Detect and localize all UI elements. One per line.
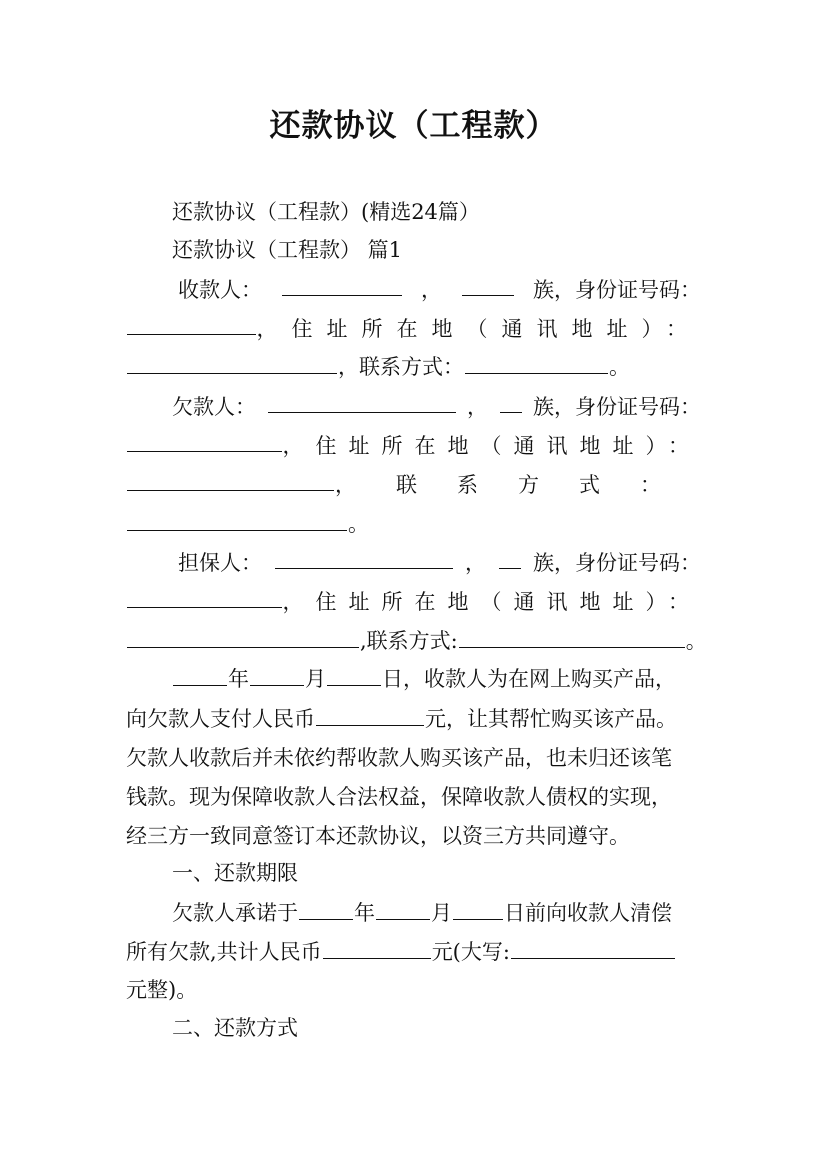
payee-label: 收款人：: [178, 278, 262, 302]
payee-ethnic-blank: [462, 275, 514, 296]
debtor-name-blank: [268, 392, 456, 413]
term-month-blank: [376, 899, 430, 920]
term-line-1: [172, 898, 701, 928]
debtor-address-label: ，住址所在地（通讯地址）：: [282, 434, 701, 458]
payee-contact-label: ，联系方式：: [338, 355, 464, 379]
payee-name-blank: [282, 275, 402, 296]
guarantor-line-3: [126, 626, 707, 656]
payee-id-blank: [127, 314, 256, 335]
guarantor-comma: ，: [465, 551, 486, 575]
payee-ethnic-text: 族，身份证号码：: [533, 278, 701, 302]
payee-end: 。: [609, 355, 630, 379]
document-title: 还款协议（工程款）: [269, 108, 558, 144]
body-line-4: 钱款。现为保障收款人合法权益，保障收款人债权的实现，: [126, 785, 672, 809]
debtor-line-2: [126, 431, 701, 461]
guarantor-contact-blank: [459, 627, 685, 648]
debtor-address-blank: [127, 470, 334, 491]
guarantor-id-blank: [127, 587, 282, 608]
body-line-5: 经三方一致同意签订本还款协议，以资三方共同遵守。: [126, 824, 630, 848]
payee-comma: ，: [421, 278, 442, 302]
guarantor-end: 。: [685, 629, 707, 653]
body-line-2: [126, 704, 701, 734]
debtor-label: 欠款人：: [172, 395, 256, 419]
month-text: 月: [305, 667, 326, 691]
date-day-blank: [327, 665, 381, 686]
guarantor-ethnic-blank: [499, 548, 521, 569]
payee-line-2: [126, 314, 701, 344]
body-line-1: [172, 664, 701, 694]
debtor-contact-blank: [127, 510, 347, 531]
guarantor-address-blank: [127, 627, 359, 648]
term-text-4: 元(大写:: [431, 940, 510, 964]
payee-line-1: [178, 275, 701, 305]
guarantor-ethnic-text: 族，身份证号码：: [533, 551, 701, 575]
subtitle: 还款协议（工程款）(精选24篇）: [172, 200, 480, 224]
term-month-text: 月: [431, 901, 452, 925]
debtor-line-4: [126, 509, 701, 539]
payee-address-label: ，住址所在地（通讯地址）：: [256, 317, 701, 341]
term-text-2: 日前向收款人清偿: [504, 901, 672, 925]
payee-contact-blank: [465, 353, 608, 374]
term-day-blank: [453, 899, 503, 920]
term-line-2: [126, 937, 701, 967]
guarantor-line-2: [126, 587, 701, 617]
debtor-ethnic-blank: [500, 392, 522, 413]
guarantor-name-blank: [275, 548, 453, 569]
term-text-3: 所有欠款,共计人民币: [126, 940, 322, 964]
term-text-1: 欠款人承诺于: [172, 901, 298, 925]
term-year-blank: [299, 899, 353, 920]
year-text: 年: [228, 667, 249, 691]
method-heading: 二、还款方式: [172, 1016, 298, 1040]
date-year-blank: [173, 665, 227, 686]
body-line-3: 欠款人收款后并未依约帮收款人购买该产品，也未归还该笔: [126, 746, 672, 770]
section-heading: 还款协议（工程款） 篇1: [172, 238, 403, 262]
debtor-line-1: [172, 392, 701, 422]
term-line-3: 元整)。: [126, 978, 198, 1002]
body-text-2b: 元，让其帮忙购买该产品。: [425, 707, 677, 731]
term-year-text: 年: [354, 901, 375, 925]
term-heading: 一、还款期限: [172, 861, 298, 885]
debtor-line-3: [126, 470, 701, 500]
debtor-comma: ，: [467, 395, 488, 419]
debtor-ethnic-text: 族，身份证号码：: [533, 395, 701, 419]
body-text-1: 日，收款人为在网上购买产品，: [382, 667, 676, 691]
term-amount-blank: [323, 938, 431, 959]
payee-address-blank: [127, 353, 337, 374]
debtor-id-blank: [127, 431, 282, 452]
date-month-blank: [250, 665, 304, 686]
term-amount-words-blank: [511, 938, 675, 959]
payee-line-3: [126, 352, 701, 382]
guarantor-address-label: ，住址所在地（通讯地址）：: [282, 590, 701, 614]
debtor-end: 。: [348, 512, 369, 536]
amount-blank: [316, 705, 424, 726]
guarantor-label: 担保人：: [178, 551, 262, 575]
guarantor-line-1: [178, 548, 701, 578]
debtor-contact-label: ，联系方式：: [335, 473, 701, 497]
guarantor-contact-label: ,联系方式:: [360, 629, 458, 653]
body-text-2: 向欠款人支付人民币: [126, 707, 315, 731]
